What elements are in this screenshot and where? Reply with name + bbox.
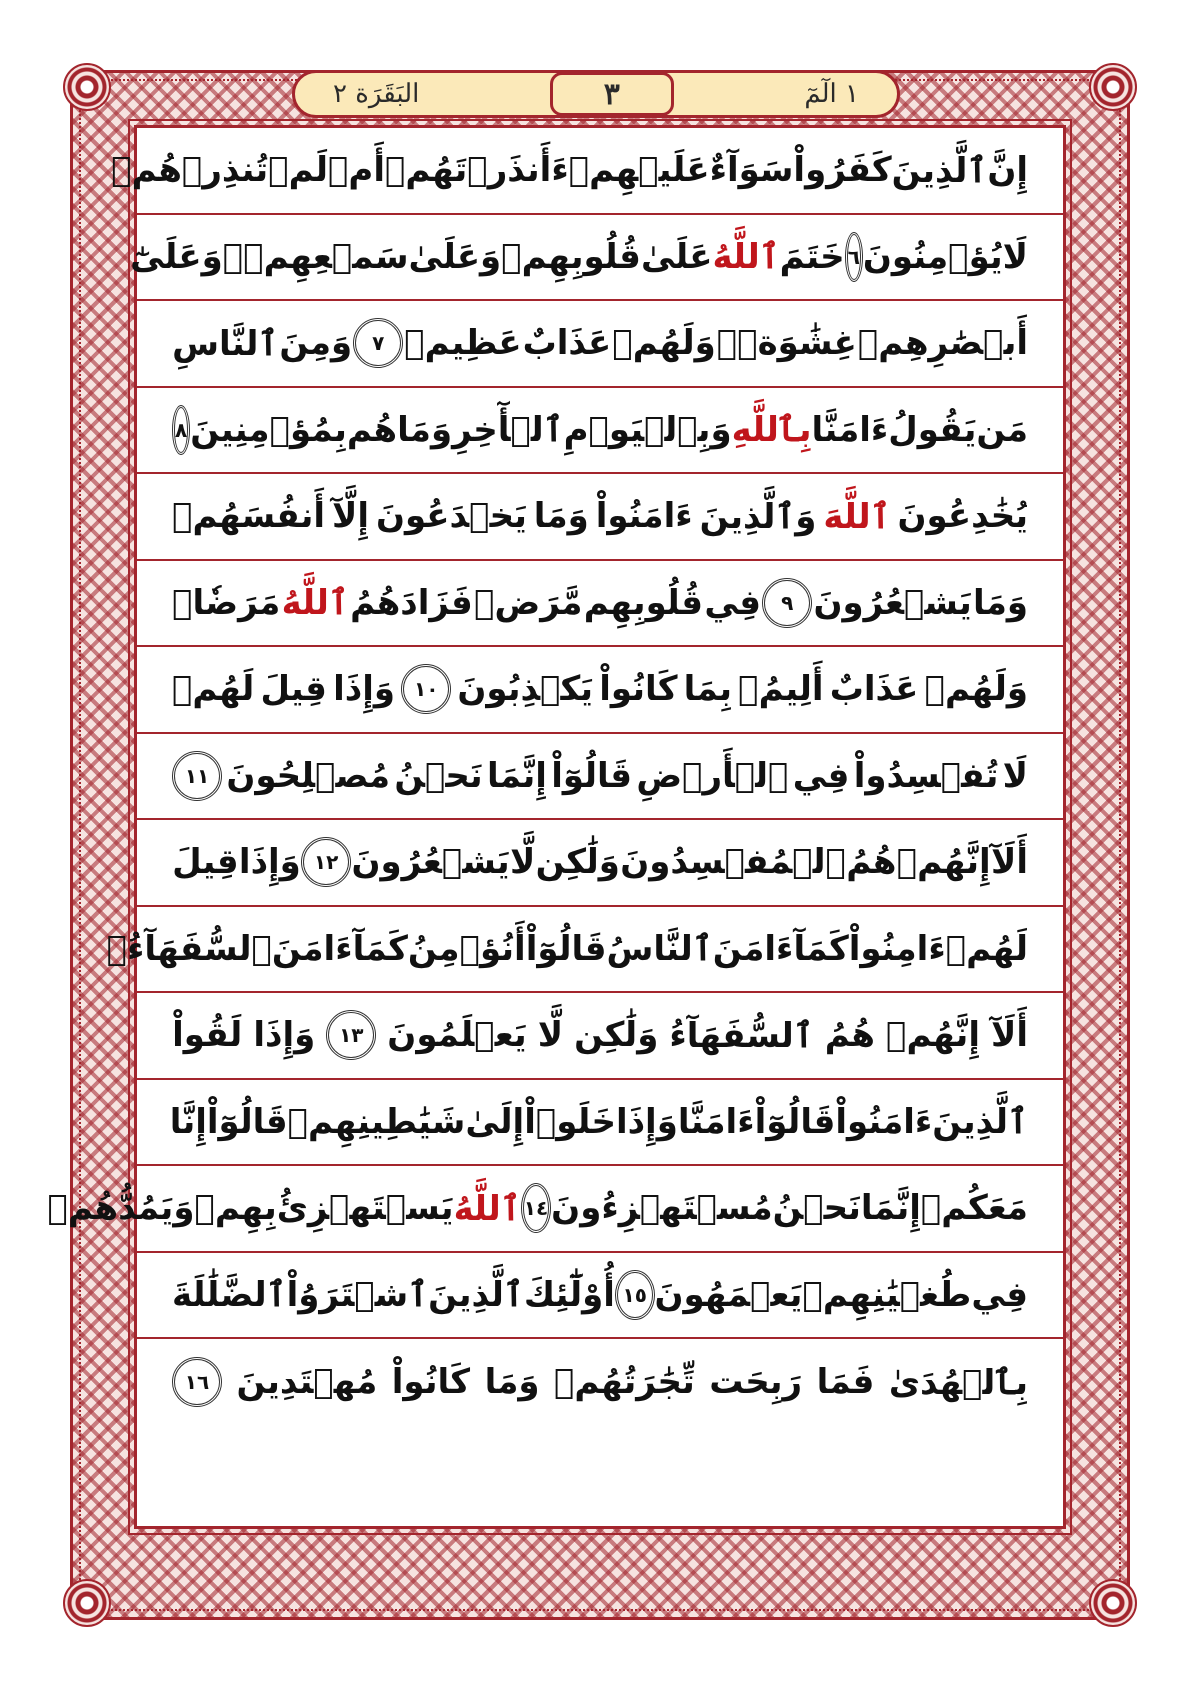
verse-word: فَزَادَهُمُ xyxy=(350,582,473,623)
verse-word: كَمَآ xyxy=(793,928,849,969)
verse-word: فَمَا xyxy=(816,1362,875,1403)
verse-word: يَشۡعُرُونَ xyxy=(813,582,972,623)
verse-word: يُخَٰدِعُونَ xyxy=(897,496,1028,537)
verse-word: غِشَٰوَةٞۖ xyxy=(716,323,857,364)
verse-word: ٱلنَّاسِ xyxy=(172,323,279,364)
verse-word: يَشۡعُرُونَ xyxy=(351,842,510,883)
divine-name-word: ٱللَّهُ xyxy=(712,237,780,278)
verse-word: لَمۡ xyxy=(268,150,329,191)
verse-line xyxy=(134,647,1066,734)
verse-word: مَعَكُمۡ xyxy=(920,1188,1028,1229)
verse-word: ٱلنَّاسُ xyxy=(606,929,713,970)
verse-word: أَمۡ xyxy=(328,150,386,191)
verse-line xyxy=(134,734,1066,821)
verse-word: ٱلَّذِينَ xyxy=(932,1102,1028,1143)
ayah-number-marker: ١١ xyxy=(172,751,222,801)
corner-ornament-icon xyxy=(1089,63,1137,111)
verse-word: وَٱلَّذِينَ xyxy=(699,496,817,537)
ayah-number-marker: ٨ xyxy=(172,405,190,455)
verse-line xyxy=(134,561,1066,648)
ayah-number-marker: ١٦ xyxy=(172,1357,222,1407)
verse-word: عَظِيمٞ xyxy=(404,323,522,364)
verse-word: يَعۡلَمُونَ xyxy=(387,1015,527,1056)
verse-word: ٱلسُّفَهَآءُ xyxy=(669,1015,814,1056)
verse-word: بِمُؤۡمِنِينَ xyxy=(190,409,347,450)
verse-word: أَلَآ xyxy=(991,842,1028,883)
verse-word: قَالُوٓاْ xyxy=(551,755,633,796)
verse-word: يَكۡذِبُونَ xyxy=(457,669,594,710)
verse-word: ٱلۡأَرۡضِ xyxy=(636,755,789,796)
ayah-number-marker: ٩ xyxy=(762,578,812,628)
divine-name-word: ٱللَّهَ xyxy=(823,496,891,537)
verse-word: لَا xyxy=(1002,755,1028,796)
verse-word: ٱلَّذِينَ xyxy=(428,1275,524,1316)
verse-word: وَلَهُمۡ xyxy=(612,323,716,364)
verse-word: سَمۡعِهِمۡۖ xyxy=(222,236,409,277)
verse-word: إِنَّهُمۡ xyxy=(886,1015,980,1056)
verse-word: وَلَهُمۡ xyxy=(924,669,1028,710)
verse-word: ءَامَنَ xyxy=(712,928,794,969)
ayah-number-marker: ٧ xyxy=(353,318,403,368)
verse-word: ٱلسُّفَهَآءُۗ xyxy=(106,928,272,969)
verse-word: يَقُولُ xyxy=(888,409,977,450)
verse-word: تُنذِرۡهُمۡ xyxy=(111,150,269,191)
verse-word: وَبِٱلۡيَوۡمِ xyxy=(563,409,732,450)
verse-word: وَإِذَا xyxy=(238,842,301,883)
divine-name-word: ٱللَّهُ xyxy=(281,583,349,624)
verse-word: وَإِذَا xyxy=(253,1015,316,1056)
verse-line xyxy=(134,1253,1066,1340)
verse-word: وَمَا xyxy=(973,582,1028,623)
page-number: ٣ xyxy=(550,72,674,116)
verse-word: وَإِذَا xyxy=(333,669,396,710)
ayah-number-marker: ١٠ xyxy=(401,664,451,714)
verse-line xyxy=(47,1166,1066,1253)
verse-word: ٱلضَّلَٰلَةَ xyxy=(172,1275,287,1316)
verse-word: كَانُواْ xyxy=(599,669,678,710)
verse-word: إِنَّ xyxy=(987,150,1028,191)
verse-line xyxy=(134,1080,1066,1167)
verse-word: أَلَآ xyxy=(991,1015,1028,1056)
verse-line xyxy=(134,388,1066,475)
verse-word: وَإِذَا xyxy=(615,1101,678,1142)
corner-ornament-icon xyxy=(63,63,111,111)
verse-word: شَيَٰطِينِهِمۡ xyxy=(287,1101,466,1142)
verse-word: عَلَيۡهِمۡ xyxy=(568,150,710,191)
verse-lines xyxy=(47,128,1066,1426)
verse-word: يُؤۡمِنُونَ xyxy=(862,236,1003,277)
verse-word: تِّجَٰرَتُهُمۡ xyxy=(554,1362,695,1403)
page-header xyxy=(292,70,900,118)
verse-word: ءَامَنَ xyxy=(271,928,353,969)
surah-label: البَقَرَة ٢ xyxy=(333,79,420,109)
verse-line xyxy=(130,215,1066,302)
verse-word: رَبِحَت xyxy=(709,1362,803,1403)
verse-word: كَمَآ xyxy=(352,928,408,969)
verse-word: مَن xyxy=(976,409,1028,450)
corner-ornament-icon xyxy=(63,1579,111,1627)
verse-word: ٱلۡأٓخِرِ xyxy=(452,410,564,451)
verse-word: بِٱلۡهُدَىٰ xyxy=(888,1362,1028,1403)
verse-word: عَلَىٰ xyxy=(640,236,713,277)
verse-line xyxy=(111,128,1066,215)
verse-word: وَعَلَىٰ xyxy=(408,236,502,277)
ayah-number-marker: ١٣ xyxy=(326,1010,376,1060)
divine-name-word: ٱللَّهُ xyxy=(453,1188,521,1229)
verse-word: يَخۡدَعُونَ xyxy=(375,496,527,537)
verse-word: ءَامَنَّا xyxy=(811,409,889,450)
verse-word: طُغۡيَٰنِهِمۡ xyxy=(802,1274,972,1315)
verse-word: نَحۡنُ xyxy=(772,1188,861,1229)
verse-word: بِهِمۡ xyxy=(194,1188,277,1229)
verse-word: وَمَا xyxy=(397,409,453,450)
verse-word: ءَأَنذَرۡتَهُمۡ xyxy=(385,150,569,191)
verse-word: قَالُوٓاْ xyxy=(206,1101,288,1142)
verse-word: وَلَٰكِن xyxy=(535,842,620,883)
ayah-number-marker: ١٤ xyxy=(521,1183,551,1233)
verse-word: قَالُوٓاْ xyxy=(525,928,607,969)
verse-word: ءَامَنُواْ xyxy=(595,496,693,537)
verse-word: قُلُوبِهِم xyxy=(583,582,704,623)
verse-line xyxy=(106,907,1066,994)
verse-word: كَانُواْ xyxy=(391,1362,471,1403)
verse-word: ءَامَنَّا xyxy=(677,1101,755,1142)
verse-word: خَتَمَ xyxy=(779,236,845,277)
verse-word: عَذَابٌ xyxy=(522,323,612,364)
verse-word: وَمَا xyxy=(533,496,589,537)
verse-word: مَرَضٗاۖ xyxy=(172,582,281,623)
verse-word: سَوَآءٌ xyxy=(709,150,794,191)
verse-word: هُمُ xyxy=(824,1015,876,1056)
verse-word: فِي xyxy=(971,1274,1028,1315)
verse-word: ءَامَنُواْ xyxy=(835,1101,933,1142)
verse-word: هُمُ xyxy=(846,842,897,883)
verse-word: إِنَّمَا xyxy=(860,1188,921,1229)
verse-word: مُهۡتَدِينَ xyxy=(236,1362,378,1403)
verse-word: تُفۡسِدُواْ xyxy=(853,755,999,796)
verse-word: يَعۡمَهُونَ xyxy=(654,1274,803,1315)
verse-word: فِي xyxy=(704,582,761,623)
verse-word: أَبۡصَٰرِهِمۡ xyxy=(857,323,1028,364)
verse-line xyxy=(134,993,1066,1080)
verse-word: مُسۡتَهۡزِءُونَ xyxy=(551,1188,773,1229)
verse-line xyxy=(134,820,1066,907)
verse-word: هُم xyxy=(346,409,398,450)
verse-line xyxy=(134,1339,1066,1426)
verse-word: أَلِيمُۢ xyxy=(738,669,824,710)
verse-word: لَهُمۡ xyxy=(945,928,1028,969)
verse-word: أَنُؤۡمِنُ xyxy=(407,928,526,969)
ayah-number-marker: ١٢ xyxy=(301,837,351,887)
verse-word: فِي xyxy=(792,755,850,796)
verse-word: إِلَّآ xyxy=(332,496,370,537)
verse-line xyxy=(134,474,1066,561)
ayah-number-marker: ١٥ xyxy=(615,1270,655,1320)
verse-word: خَلَوۡاْ xyxy=(524,1101,616,1142)
verse-word: وَمِنَ xyxy=(279,323,353,364)
verse-word: قِيلَ xyxy=(260,669,327,710)
verse-word: إِلَىٰ xyxy=(465,1101,525,1142)
verse-word: وَعَلَىٰٓ xyxy=(130,236,223,277)
ayah-number-marker: ٦ xyxy=(845,232,863,282)
corner-ornament-icon xyxy=(1089,1579,1137,1627)
divine-name-word: بِٱللَّهِ xyxy=(731,410,812,451)
verse-word: بِمَا xyxy=(683,669,732,710)
verse-word: قَالُوٓاْ xyxy=(754,1101,836,1142)
verse-word: أَنفُسَهُمۡ xyxy=(172,496,326,537)
verse-word: مُصۡلِحُونَ xyxy=(226,755,391,796)
verse-word: ٱلۡمُفۡسِدُونَ xyxy=(620,842,846,883)
verse-word: لَهُمۡ xyxy=(172,669,255,710)
verse-word: ءَامِنُواْ xyxy=(848,928,946,969)
juz-label: ١ الٓمٓ xyxy=(804,79,859,109)
verse-word: وَلَٰكِن xyxy=(574,1015,659,1056)
verse-word: لَقُواْ xyxy=(172,1015,243,1056)
verse-word: نَحۡنُ xyxy=(394,755,483,796)
verse-word: قُلُوبِهِمۡ xyxy=(501,236,641,277)
verse-word: أُوْلَٰٓئِكَ xyxy=(523,1274,615,1315)
verse-word: عَذَابٌ xyxy=(829,669,919,710)
verse-word: يَسۡتَهۡزِئُ xyxy=(276,1188,454,1229)
verse-word: وَيَمُدُّهُمۡ xyxy=(47,1188,195,1229)
verse-word: كَفَرُواْ xyxy=(793,150,892,191)
verse-word: ٱشۡتَرَوُاْ xyxy=(286,1275,429,1316)
verse-word: مَّرَضٞ xyxy=(474,582,583,623)
verse-word: لَا xyxy=(1002,236,1028,277)
verse-word: لَّا xyxy=(537,1015,564,1056)
verse-word: إِنَّهُمۡ xyxy=(896,842,991,883)
verse-word: ٱلَّذِينَ xyxy=(891,150,988,191)
verse-word: وَمَا xyxy=(484,1362,540,1403)
verse-word: لَّا xyxy=(510,842,536,883)
verse-word: إِنَّا xyxy=(169,1101,207,1142)
verse-word: إِنَّمَا xyxy=(486,755,547,796)
verse-line xyxy=(134,301,1066,388)
verse-word: قِيلَ xyxy=(172,842,239,883)
